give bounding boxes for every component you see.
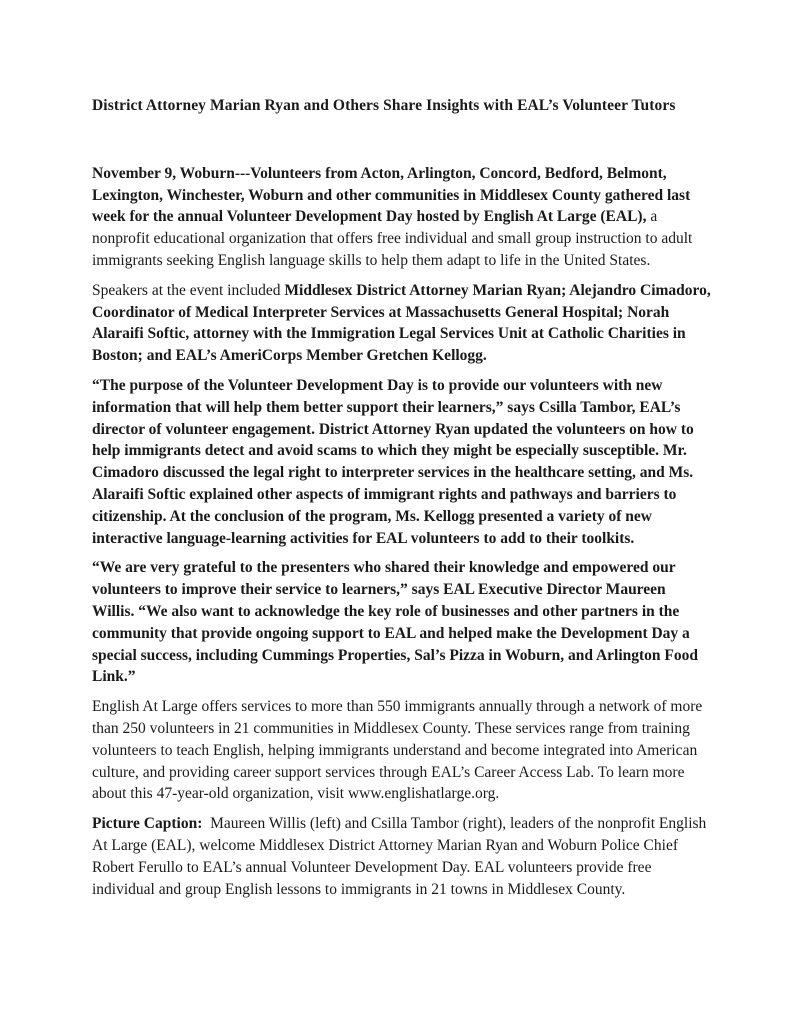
text-run: “We are very grateful to the presenters who shared their knowledge and empowered our volunteers to improve their service to learners,” says EAL Executive Director Maureen Willis. “We also want to acknowledge the key role of businesses and other partners in the community that provide ongoing support to EAL and helped make the Development Day a special success, including Cummings Properties, Sal’s Pizza in Woburn, and Arlington Food Link.” [92, 559, 702, 686]
text-run: Maureen Willis (left) and Csilla Tambor (right), leaders of the nonprofit English At Large (EAL), welcome Middlesex District Attorney Marian Ryan and Woburn Police Chief Robert Ferullo to EAL’s annual Volunteer Development Day. EAL volunteers provide free individual and group English lessons to immigrants in 21 towns in Middlesex County. [92, 815, 710, 898]
paragraph-speakers [92, 280, 715, 367]
document-body [92, 163, 715, 901]
paragraph-about-eal [92, 696, 711, 805]
text-run: a nonprofit educational organization that offers free individual and small group instruction to adult immigrants seeking English language skills to help them adapt to life in the United States. [92, 208, 697, 269]
text-run: English At Large offers services to more than 550 immigrants annually through a network of more than 250 volunteers in 21 communities in Middlesex County. These services range from training volunteers to teach English, helping immigrants understand and become integrated into American culture, and providing career support services through EAL’s Career Access Lab. To learn more about this 47-year-old organization, visit www.englishatlarge.org. [92, 698, 707, 803]
text-run: Speakers at the event included [92, 281, 285, 299]
paragraph-lead [92, 163, 711, 272]
paragraph-purpose-quote [92, 375, 711, 549]
text-run: “The purpose of the Volunteer Development Day is to provide our volunteers with new information that will help them better support their learners,” says Csilla Tambor, EAL’s director of volunteer engagement. District Attorney Ryan updated the volunteers on how to help immigrants detect and avoid scams to which they might be especially susceptible. Mr. Cimadoro discussed the legal right to interpreter services in the healthcare setting, and Ms. Alaraifi Softic explained other aspects of immigrant rights and pathways and barriers to citizenship. At the conclusion of the program, Ms. Kellogg presented a variety of new interactive language-learning activities for EAL volunteers to add to their toolkits. [92, 376, 698, 547]
document-title: District Attorney Marian Ryan and Others Share Insights with EAL’s Volunteer Tutors [92, 97, 676, 114]
picture-caption [92, 813, 711, 900]
text-run: November 9, Woburn---Volunteers from Acton, Arlington, Concord, Bedford, Belmont, Lexington, Winchester, Woburn and other communities in Middlesex County gathered last week for the annual Volunteer Development Day hosted by English At Large (EAL), [92, 164, 695, 226]
text-run: Picture Caption: [92, 815, 203, 833]
text-run: Middlesex District Attorney Marian Ryan; Alejandro Cimadoro, Coordinator of Medical Interpreter Services at Massachusetts General Hospital; Norah Alaraifi Softic, attorney with the Immigration Legal Services Unit at Catholic Charities in Boston; and EAL’s AmeriCorps Member Gretchen Kellogg. [92, 281, 715, 365]
paragraph-grateful-quote [92, 557, 711, 688]
